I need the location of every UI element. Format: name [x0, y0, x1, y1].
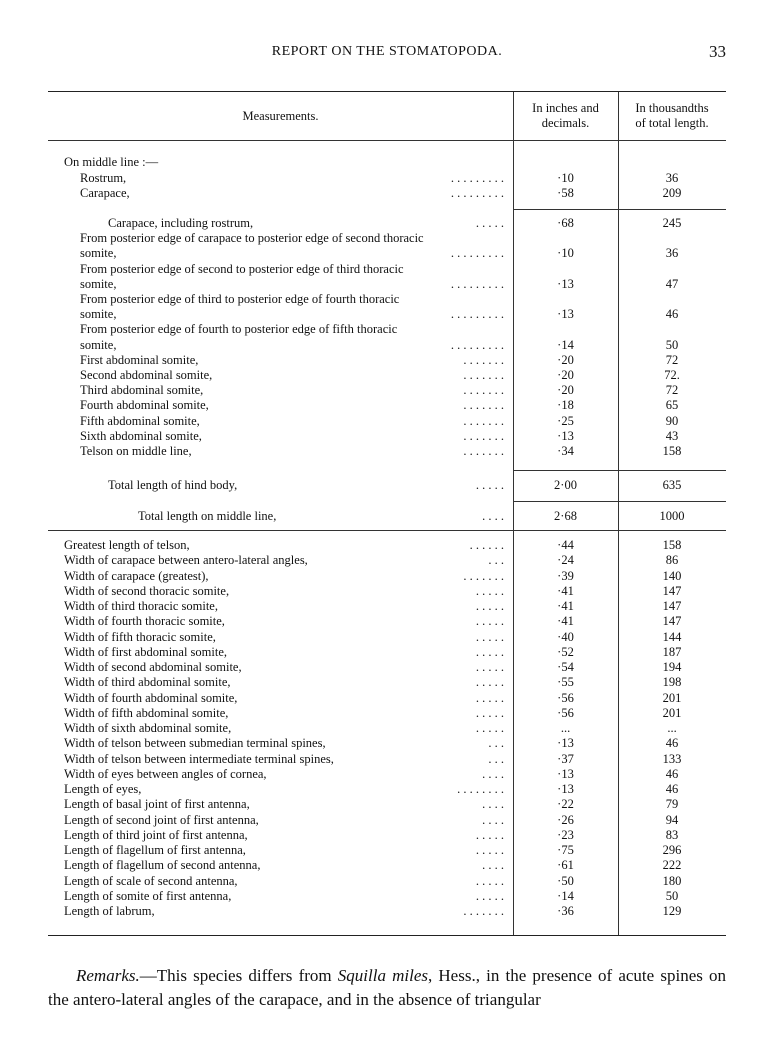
row-label: Width of fourth abdominal somite,: [64, 690, 238, 705]
table-row: [48, 444, 726, 459]
row-value-thousandths: 296: [662, 843, 682, 857]
table-row: [48, 706, 726, 721]
row-label: Width of third thoracic somite,: [64, 599, 218, 613]
header-inches-line1: In inches and: [532, 101, 599, 115]
remarks-text2: , Hess., in the presence of acute spines on the antero-lateral angles of the carapace, and in the absence of triangular: [48, 966, 727, 1009]
row-value-inches: ·26: [557, 812, 574, 827]
row-value-thousandths: 47: [665, 276, 679, 291]
table-row: [48, 645, 726, 660]
row-label: Width of telson between intermediate terminal spines,: [64, 751, 334, 766]
row-label: Fifth abdominal somite,: [80, 413, 200, 428]
row-value-thousandths: 635: [662, 478, 682, 492]
row-value-thousandths: 1000: [659, 509, 685, 523]
row-value-thousandths: 147: [662, 614, 682, 629]
table-row: [48, 691, 726, 706]
row-leader-dots: . . . . . . . . .: [450, 186, 504, 201]
header-inches: [513, 92, 618, 140]
row-value-thousandths: 46: [665, 782, 679, 796]
row-label: Width of carapace (greatest),: [64, 568, 209, 583]
table-row: [48, 398, 726, 413]
remarks-species: Squilla miles: [337, 966, 428, 985]
row-label: Rostrum,: [80, 171, 127, 185]
row-label: Width of telson between submedian terminal spines,: [64, 736, 326, 751]
row-value-thousandths: 222: [662, 858, 682, 873]
row-value-inches: ·24: [557, 553, 574, 568]
row-leader-dots: . . . . .: [475, 705, 504, 720]
table-row: [48, 186, 726, 201]
row-value-inches: ·14: [557, 337, 574, 352]
row-leader-dots: . . . . .: [475, 827, 504, 842]
row-label: Carapace,: [80, 186, 130, 201]
row-value-thousandths: 245: [662, 216, 682, 230]
row-leader-dots: . . . . .: [475, 583, 504, 598]
row-label: Length of eyes,: [64, 782, 142, 796]
row-leader-dots: . . . . .: [475, 690, 504, 705]
row-leader-dots: . . .: [488, 553, 504, 568]
row-label: Width of fifth abdominal somite,: [64, 705, 229, 720]
row-leader-dots: . . . . . . .: [463, 428, 504, 443]
row-value-inches: ·22: [557, 797, 574, 812]
table-row: [48, 874, 726, 889]
row-value-thousandths: 180: [662, 873, 682, 888]
row-value-thousandths: 72: [665, 383, 679, 398]
table-row: [48, 889, 726, 904]
row-label: Length of basal joint of first antenna,: [64, 797, 250, 812]
row-label: Sixth abdominal somite,: [80, 428, 202, 443]
remarks-text1: —This species differs from: [139, 966, 338, 985]
row-value-inches: ·10: [557, 246, 574, 261]
row-leader-dots: . . . . . . .: [463, 398, 504, 413]
row-label: somite,: [80, 276, 117, 291]
table-row: [48, 338, 726, 353]
row-label: Telson on middle line,: [80, 444, 192, 458]
row-value-thousandths: 201: [662, 705, 682, 720]
row-value-inches: ·20: [557, 368, 574, 382]
table-row: [48, 569, 726, 584]
table-row-wrap: [48, 322, 726, 337]
row-value-inches: 2·68: [554, 509, 577, 523]
row-value-thousandths: 72: [665, 352, 679, 367]
header-inches-line2: decimals.: [541, 116, 590, 130]
row-leader-dots: . . .: [488, 736, 504, 751]
row-label: Length of scale of second antenna,: [64, 873, 238, 888]
row-value-thousandths: 158: [662, 538, 682, 552]
table-row-wrap: [48, 262, 726, 277]
header-measurements: Measurements.: [242, 108, 319, 123]
row-leader-dots: . . . . . . . .: [457, 782, 504, 796]
row-leader-dots: . . . .: [482, 812, 504, 827]
row-label: somite,: [80, 337, 117, 352]
table-row: [48, 277, 726, 292]
row-label: Second abdominal somite,: [80, 368, 213, 382]
row-label: somite,: [80, 307, 117, 322]
table-row: [48, 843, 726, 858]
row-value-thousandths: 43: [665, 428, 679, 443]
table-row: [48, 858, 726, 873]
row-value-thousandths: 46: [665, 736, 679, 751]
row-leader-dots: . . . . . . .: [463, 904, 504, 918]
row-value-thousandths: 65: [665, 398, 679, 413]
table-row: [48, 414, 726, 429]
section-rule: [48, 530, 726, 531]
row-value-inches: ·44: [557, 538, 574, 552]
row-value-inches: ·68: [557, 216, 574, 230]
header-thousandths: [618, 92, 726, 140]
row-value-inches: ·75: [557, 843, 574, 857]
row-leader-dots: . . . .: [482, 509, 504, 523]
row-leader-dots: . . .: [488, 751, 504, 766]
table-row: [48, 660, 726, 675]
row-leader-dots: . . . . . . .: [463, 568, 504, 583]
row-leader-dots: . . . . . . . . .: [450, 246, 504, 261]
row-value-inches: ·41: [557, 599, 574, 613]
table-row: [48, 538, 726, 553]
row-value-thousandths: 144: [662, 629, 682, 644]
table-row: [48, 813, 726, 828]
row-leader-dots: . . . . . . . . .: [450, 337, 504, 352]
table-row-wrap: [48, 231, 726, 246]
row-value-inches: ·23: [557, 827, 574, 842]
row-label: Length of labrum,: [64, 904, 155, 918]
row-leader-dots: . . . . . . .: [463, 413, 504, 428]
row-value-thousandths: 158: [662, 444, 682, 458]
row-value-inches: ·13: [557, 736, 574, 751]
row-value-thousandths: 46: [665, 307, 679, 322]
row-value-inches: ·39: [557, 568, 574, 583]
row-leader-dots: . . . . .: [475, 675, 504, 690]
row-label: First abdominal somite,: [80, 352, 199, 367]
page-header: [48, 44, 726, 66]
table-row: [48, 614, 726, 629]
table-row: [48, 509, 726, 524]
row-leader-dots: . . . . .: [475, 478, 504, 492]
row-value-inches: ·58: [557, 186, 574, 201]
row-value-thousandths: 194: [662, 660, 682, 674]
row-leader-dots: . . . . . . .: [463, 368, 504, 382]
row-value-inches: ·40: [557, 629, 574, 644]
row-value-thousandths: 50: [665, 337, 679, 352]
row-value-thousandths: 198: [662, 675, 682, 690]
row-leader-dots: . . . . .: [475, 873, 504, 888]
row-label: From posterior edge of third to posterior edge of fourth thoracic: [80, 292, 400, 306]
row-value-inches: ·55: [557, 675, 574, 690]
row-label: somite,: [80, 246, 117, 261]
table-row: [48, 767, 726, 782]
row-label: Third abdominal somite,: [80, 383, 204, 398]
table-row: [48, 630, 726, 645]
row-leader-dots: . . . . .: [475, 614, 504, 629]
table-row: [48, 752, 726, 767]
table-row: [48, 904, 726, 919]
table-row: [48, 736, 726, 751]
table-row: [48, 429, 726, 444]
row-leader-dots: . . . . .: [475, 660, 504, 674]
row-value-thousandths: 86: [665, 553, 679, 568]
row-label: Total length on middle line,: [138, 509, 277, 523]
row-value-thousandths: 133: [662, 751, 682, 766]
row-value-inches: ·36: [557, 904, 574, 918]
section-rule: [513, 501, 726, 502]
row-leader-dots: . . . . . . .: [463, 444, 504, 458]
section-label-row: [48, 155, 726, 170]
row-value-inches: ·18: [557, 398, 574, 413]
row-leader-dots: . . . .: [482, 797, 504, 812]
row-value-thousandths: 46: [665, 766, 679, 781]
table-row: [48, 478, 726, 493]
row-value-thousandths: 72.: [664, 368, 680, 382]
row-value-thousandths: 187: [662, 644, 682, 659]
row-label: Width of sixth abdominal somite,: [64, 721, 232, 735]
row-value-inches: ·61: [557, 858, 574, 873]
row-value-thousandths: 94: [665, 812, 679, 827]
table-row: [48, 216, 726, 231]
row-label: Greatest length of telson,: [64, 538, 190, 552]
row-value-inches: ·50: [557, 873, 574, 888]
row-label: Width of second thoracic somite,: [64, 583, 230, 598]
row-leader-dots: . . . .: [482, 766, 504, 781]
row-value-thousandths: ...: [667, 721, 677, 735]
row-value-inches: ·13: [557, 782, 574, 796]
page-title: REPORT ON THE STOMATOPODA.: [271, 44, 503, 59]
row-label: Fourth abdominal somite,: [80, 398, 209, 413]
row-leader-dots: . . . . .: [475, 721, 504, 735]
row-leader-dots: . . . . . . . . .: [450, 276, 504, 291]
row-leader-dots: . . . . .: [475, 216, 504, 230]
row-label: Width of second abdominal somite,: [64, 660, 242, 674]
table-row: [48, 721, 726, 736]
row-label: Total length of hind body,: [108, 478, 238, 492]
row-value-thousandths: 83: [665, 827, 679, 842]
row-leader-dots: . . . . . . .: [463, 352, 504, 367]
row-value-inches: ·56: [557, 690, 574, 705]
table-row: [48, 353, 726, 368]
table-row: [48, 782, 726, 797]
row-leader-dots: . . . . . . .: [463, 383, 504, 398]
table-row: [48, 675, 726, 690]
table-row: [48, 307, 726, 322]
table-row: [48, 584, 726, 599]
row-value-inches: ·13: [557, 307, 574, 322]
row-label: From posterior edge of fourth to posterior edge of fifth thoracic: [80, 322, 398, 337]
row-value-inches: ·13: [557, 276, 574, 291]
table-row: [48, 599, 726, 614]
row-leader-dots: . . . . .: [475, 843, 504, 857]
section-rule: [513, 209, 726, 210]
row-value-inches: 2·00: [554, 478, 577, 492]
row-value-thousandths: 36: [665, 171, 679, 185]
row-leader-dots: . . . . . . . . .: [450, 171, 504, 185]
row-value-thousandths: 129: [662, 904, 682, 918]
row-value-thousandths: 79: [665, 797, 679, 812]
row-value-inches: ·14: [557, 888, 574, 903]
section-label: On middle line :—: [64, 155, 159, 169]
row-label: Length of third joint of first antenna,: [64, 827, 248, 842]
row-label: Width of third abdominal somite,: [64, 675, 231, 690]
row-label: Length of somite of first antenna,: [64, 888, 232, 903]
header-thousandths-line1: In thousandths: [635, 101, 709, 115]
table-row: [48, 171, 726, 186]
row-leader-dots: . . . . .: [475, 629, 504, 644]
row-leader-dots: . . . . .: [475, 644, 504, 659]
row-value-inches: ·10: [557, 171, 574, 185]
header-thousandths-line2: of total length.: [635, 116, 709, 130]
row-label: Width of eyes between angles of cornea,: [64, 766, 267, 781]
row-value-inches: ·13: [557, 766, 574, 781]
row-value-inches: ·25: [557, 413, 574, 428]
row-value-inches: ·34: [557, 444, 574, 458]
row-value-inches: ·52: [557, 644, 574, 659]
header-rule: [48, 140, 726, 141]
row-label: Length of second joint of first antenna,: [64, 812, 259, 827]
measurements-table: [48, 91, 726, 936]
row-leader-dots: . . . . .: [475, 888, 504, 903]
row-label: From posterior edge of carapace to posterior edge of second thoracic: [80, 231, 424, 246]
row-value-inches: ·13: [557, 428, 574, 443]
row-value-thousandths: 140: [662, 568, 682, 583]
row-value-thousandths: 147: [662, 583, 682, 598]
row-value-inches: ·54: [557, 660, 574, 674]
table-row: [48, 553, 726, 568]
remarks-paragraph: [48, 964, 726, 1012]
row-value-inches: ·56: [557, 705, 574, 720]
row-value-inches: ...: [560, 721, 571, 735]
table-row: [48, 828, 726, 843]
page-number: 33: [709, 42, 726, 61]
table-row: [48, 368, 726, 383]
row-value-inches: ·20: [557, 352, 574, 367]
row-label: Length of flagellum of second antenna,: [64, 858, 261, 873]
row-value-thousandths: 90: [665, 413, 679, 428]
row-label: Width of fifth thoracic somite,: [64, 629, 216, 644]
row-label: Length of flagellum of first antenna,: [64, 843, 246, 857]
row-label: Width of first abdominal somite,: [64, 644, 228, 659]
row-leader-dots: . . . . . .: [469, 538, 504, 552]
row-value-thousandths: 147: [662, 599, 682, 613]
row-label: Width of fourth thoracic somite,: [64, 614, 225, 629]
table-row: [48, 797, 726, 812]
row-leader-dots: . . . . .: [475, 599, 504, 613]
row-value-inches: ·20: [557, 383, 574, 398]
row-value-inches: ·37: [557, 751, 574, 766]
row-value-inches: ·41: [557, 614, 574, 629]
row-label: From posterior edge of second to posterior edge of third thoracic: [80, 261, 404, 276]
row-value-thousandths: 36: [665, 246, 679, 261]
row-leader-dots: . . . . . . . . .: [450, 307, 504, 322]
row-value-thousandths: 201: [662, 690, 682, 705]
row-value-thousandths: 209: [662, 186, 682, 201]
table-row: [48, 246, 726, 261]
table-row-wrap: [48, 292, 726, 307]
row-value-inches: ·41: [557, 583, 574, 598]
row-leader-dots: . . . .: [482, 858, 504, 873]
row-label: Carapace, including rostrum,: [108, 216, 254, 230]
row-value-thousandths: 50: [665, 888, 679, 903]
section-rule: [513, 470, 726, 471]
remarks-lead: Remarks.: [76, 966, 140, 985]
row-label: Width of carapace between antero-lateral angles,: [64, 553, 308, 568]
table-row: [48, 383, 726, 398]
